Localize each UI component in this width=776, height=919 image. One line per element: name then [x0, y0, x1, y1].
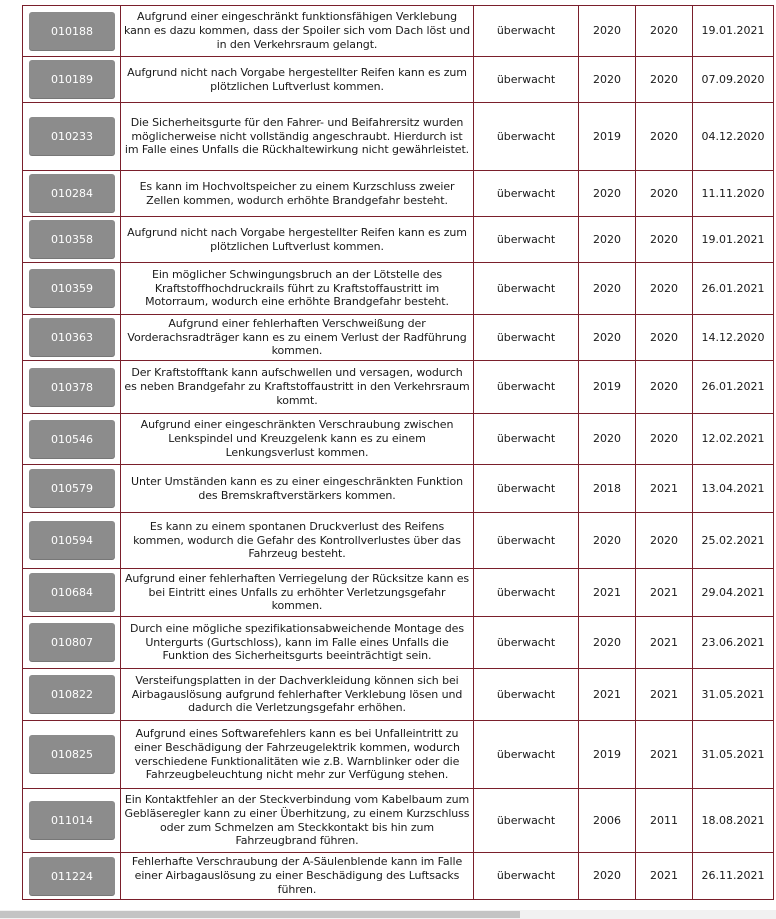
recall-description: Aufgrund nicht nach Vorgabe hergestellter Reifen kann es zum plötzlichen Luftverlust kommen. [121, 57, 474, 103]
recall-status: überwacht [474, 171, 579, 217]
recall-year-from: 2020 [579, 513, 636, 569]
table-row [23, 569, 774, 617]
recall-description: Ein möglicher Schwingungsbruch an der Lötstelle des Kraftstoffhochdruckrails führt zu Kraftstoffaustritt im Motorraum, wodurch eine erhöhte Brandgefahr besteht. [121, 263, 474, 315]
recall-status: überwacht [474, 569, 579, 617]
table-row [23, 853, 774, 900]
recall-id-cell [23, 569, 121, 617]
recall-status: überwacht [474, 103, 579, 171]
recall-id-cell [23, 361, 121, 414]
recall-id-cell [23, 171, 121, 217]
recall-date: 26.01.2021 [693, 263, 774, 315]
recall-year-from: 2021 [579, 569, 636, 617]
recall-date: 19.01.2021 [693, 217, 774, 263]
recall-id-button[interactable]: 011014 [29, 801, 115, 840]
recall-date: 13.04.2021 [693, 465, 774, 513]
recall-id-cell [23, 513, 121, 569]
recall-id-button[interactable]: 010358 [29, 220, 115, 259]
recall-year-to: 2020 [636, 103, 693, 171]
recall-year-from: 2020 [579, 6, 636, 57]
recall-year-to: 2020 [636, 361, 693, 414]
recall-date: 12.02.2021 [693, 414, 774, 465]
recall-id-cell [23, 465, 121, 513]
recall-id-button[interactable]: 010359 [29, 269, 115, 308]
recall-year-to: 2020 [636, 315, 693, 361]
recall-year-from: 2006 [579, 789, 636, 853]
recall-year-from: 2019 [579, 361, 636, 414]
recall-description: Der Kraftstofftank kann aufschwellen und versagen, wodurch es neben Brandgefahr zu Kraftstoffaustritt in den Verkehrsraum kommt. [121, 361, 474, 414]
recall-description: Aufgrund eines Softwarefehlers kann es bei Unfalleintritt zu einer Beschädigung der Fahrzeugelektrik kommen, wodurch verschiedene Funktionalitäten wie z.B. Warnblinker oder die Fahrzeugbeleuchtung nicht mehr zur Verfügung stehen. [121, 721, 474, 789]
recall-id-cell [23, 853, 121, 900]
recall-id-cell [23, 617, 121, 669]
recall-year-from: 2020 [579, 617, 636, 669]
recall-status: überwacht [474, 217, 579, 263]
recall-description: Unter Umständen kann es zu einer eingeschränkten Funktion des Bremskraftverstärkers kommen. [121, 465, 474, 513]
recall-description: Versteifungsplatten in der Dachverkleidung können sich bei Airbagauslösung aufgrund fehlerhafter Verklebung lösen und dadurch die Verletzungsgefahr erhöhen. [121, 669, 474, 721]
recall-status: überwacht [474, 361, 579, 414]
recall-id-cell [23, 57, 121, 103]
recall-date: 26.11.2021 [693, 853, 774, 900]
recall-date: 25.02.2021 [693, 513, 774, 569]
recall-description: Aufgrund einer fehlerhaften Verriegelung der Rücksitze kann es bei Eintritt eines Unfalls zu erhöhter Verletzungsgefahr kommen. [121, 569, 474, 617]
recall-id-cell [23, 103, 121, 171]
recall-table [22, 5, 774, 900]
recall-id-button[interactable]: 010363 [29, 318, 115, 357]
recall-date: 07.09.2020 [693, 57, 774, 103]
recall-status: überwacht [474, 57, 579, 103]
table-row [23, 263, 774, 315]
table-row [23, 6, 774, 57]
recall-id-button[interactable]: 010284 [29, 174, 115, 213]
recall-status: überwacht [474, 789, 579, 853]
recall-year-to: 2020 [636, 513, 693, 569]
recall-date: 26.01.2021 [693, 361, 774, 414]
recall-description: Aufgrund einer eingeschränkten Verschraubung zwischen Lenkspindel und Kreuzgelenk kann es zu einem Lenkungsverlust kommen. [121, 414, 474, 465]
recall-id-button[interactable]: 010594 [29, 521, 115, 560]
table-row [23, 103, 774, 171]
table-row [23, 57, 774, 103]
table-row [23, 669, 774, 721]
recall-year-from: 2020 [579, 217, 636, 263]
recall-id-button[interactable]: 010825 [29, 735, 115, 774]
table-row [23, 789, 774, 853]
recall-description: Ein Kontaktfehler an der Steckverbindung vom Kabelbaum zum Gebläseregler kann zu einer Überhitzung, zu einem Kurzschluss oder zum Schmelzen am Steckkontakt bis hin zum Fahrzeugbrand führen. [121, 789, 474, 853]
recall-description: Es kann zu einem spontanen Druckverlust des Reifens kommen, wodurch die Gefahr des Kontrollverlustes über das Fahrzeug besteht. [121, 513, 474, 569]
recall-status: überwacht [474, 513, 579, 569]
recall-date: 29.04.2021 [693, 569, 774, 617]
recall-year-to: 2020 [636, 171, 693, 217]
recall-id-cell [23, 263, 121, 315]
recall-id-button[interactable]: 010822 [29, 675, 115, 714]
recall-id-button[interactable]: 010188 [29, 12, 115, 51]
recall-id-button[interactable]: 011224 [29, 857, 115, 896]
recall-status: überwacht [474, 721, 579, 789]
recall-status: überwacht [474, 669, 579, 721]
recall-table-container [22, 5, 773, 900]
recall-date: 31.05.2021 [693, 669, 774, 721]
recall-id-cell [23, 721, 121, 789]
recall-year-from: 2020 [579, 853, 636, 900]
recall-year-from: 2019 [579, 721, 636, 789]
recall-status: überwacht [474, 6, 579, 57]
recall-year-from: 2021 [579, 669, 636, 721]
recall-date: 11.11.2020 [693, 171, 774, 217]
recall-id-button[interactable]: 010546 [29, 420, 115, 459]
recall-status: überwacht [474, 414, 579, 465]
recall-year-from: 2020 [579, 315, 636, 361]
recall-status: überwacht [474, 617, 579, 669]
recall-status: überwacht [474, 315, 579, 361]
recall-year-to: 2021 [636, 617, 693, 669]
recall-year-to: 2021 [636, 721, 693, 789]
recall-status: überwacht [474, 465, 579, 513]
recall-id-cell [23, 414, 121, 465]
recall-description: Es kann im Hochvoltspeicher zu einem Kurzschluss zweier Zellen kommen, wodurch erhöhte Brandgefahr besteht. [121, 171, 474, 217]
recall-id-button[interactable]: 010684 [29, 573, 115, 612]
recall-description: Aufgrund nicht nach Vorgabe hergestellter Reifen kann es zum plötzlichen Luftverlust kommen. [121, 217, 474, 263]
recall-year-to: 2020 [636, 414, 693, 465]
recall-id-cell [23, 669, 121, 721]
recall-date: 31.05.2021 [693, 721, 774, 789]
recall-year-to: 2021 [636, 569, 693, 617]
horizontal-scrollbar-thumb[interactable] [0, 911, 520, 918]
table-row [23, 361, 774, 414]
recall-year-from: 2020 [579, 414, 636, 465]
table-row [23, 465, 774, 513]
recall-status: überwacht [474, 263, 579, 315]
recall-id-button[interactable]: 010378 [29, 368, 115, 407]
recall-year-to: 2020 [636, 57, 693, 103]
recall-id-button[interactable]: 010579 [29, 469, 115, 508]
recall-id-button[interactable]: 010233 [29, 117, 115, 156]
recall-status: überwacht [474, 853, 579, 900]
recall-date: 14.12.2020 [693, 315, 774, 361]
recall-id-button[interactable]: 010189 [29, 60, 115, 99]
recall-date: 19.01.2021 [693, 6, 774, 57]
recall-year-to: 2020 [636, 263, 693, 315]
recall-year-to: 2021 [636, 465, 693, 513]
recall-description: Aufgrund einer fehlerhaften Verschweißung der Vorderachsradträger kann es zu einem Verlust der Radführung kommen. [121, 315, 474, 361]
table-row [23, 315, 774, 361]
recall-date: 23.06.2021 [693, 617, 774, 669]
table-row [23, 513, 774, 569]
recall-date: 18.08.2021 [693, 789, 774, 853]
recall-year-to: 2020 [636, 6, 693, 57]
recall-year-from: 2019 [579, 103, 636, 171]
recall-id-cell [23, 217, 121, 263]
recall-year-from: 2020 [579, 171, 636, 217]
table-row [23, 414, 774, 465]
recall-id-button[interactable]: 010807 [29, 623, 115, 662]
recall-year-to: 2021 [636, 669, 693, 721]
recall-description: Fehlerhafte Verschraubung der A-Säulenblende kann im Falle einer Airbagauslösung zu einer Beschädigung des Luftsacks führen. [121, 853, 474, 900]
recall-year-from: 2020 [579, 57, 636, 103]
recall-description: Aufgrund einer eingeschränkt funktionsfähigen Verklebung kann es dazu kommen, dass der Spoiler sich vom Dach löst und in den Verkehrsraum gelangt. [121, 6, 474, 57]
recall-description: Die Sicherheitsgurte für den Fahrer- und Beifahrersitz wurden möglicherweise nicht vollständig angeschraubt. Hierdurch ist im Falle eines Unfalls die Rückhaltewirkung nicht gewährleistet. [121, 103, 474, 171]
recall-year-from: 2020 [579, 263, 636, 315]
recall-description: Durch eine mögliche spezifikationsabweichende Montage des Untergurts (Gurtschloss), kann im Falle eines Unfalls die Funktion des Sicherheitsgurts beeinträchtigt sein. [121, 617, 474, 669]
recall-year-to: 2020 [636, 217, 693, 263]
recall-year-to: 2011 [636, 789, 693, 853]
table-row [23, 721, 774, 789]
recall-table-body [23, 6, 774, 900]
horizontal-scrollbar[interactable] [0, 910, 776, 919]
table-row [23, 171, 774, 217]
recall-date: 04.12.2020 [693, 103, 774, 171]
recall-id-cell [23, 6, 121, 57]
recall-year-to: 2021 [636, 853, 693, 900]
table-row [23, 617, 774, 669]
recall-id-cell [23, 789, 121, 853]
recall-id-cell [23, 315, 121, 361]
recall-year-from: 2018 [579, 465, 636, 513]
table-row [23, 217, 774, 263]
